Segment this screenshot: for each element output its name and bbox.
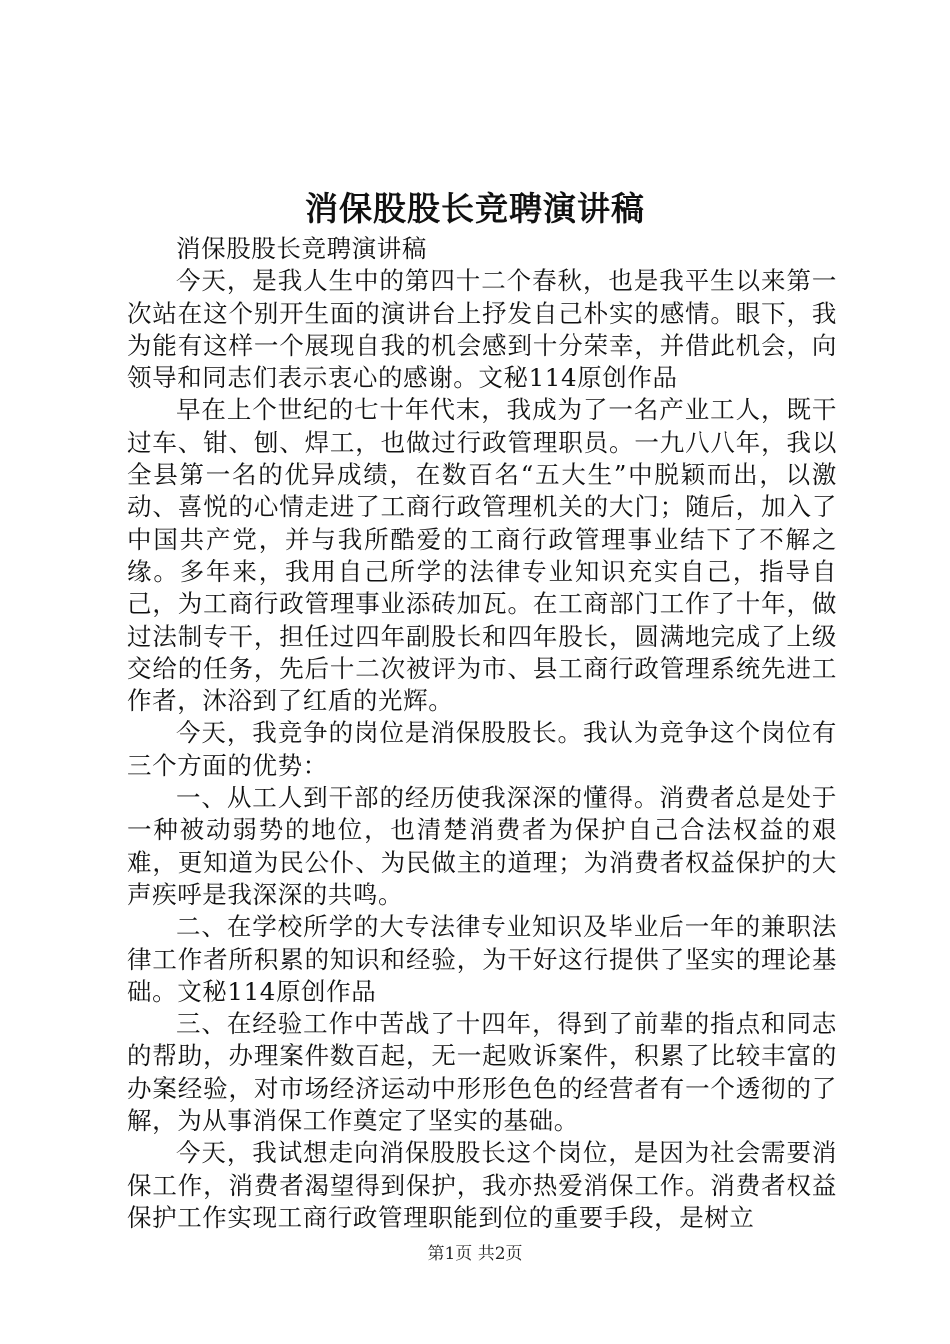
paragraph: 早在上个世纪的七十年代末，我成为了一名产业工人，既干过车、钳、刨、焊工，也做过行政管理职员。一九八八年，我以全县第一名的优异成绩，在数百名“五大生”中脱颖而出，以激动、喜悦的心情走进了工商行政管理机关的大门；随后，加入了中国共产党，并与我所酷爱的工商行政管理事业结下了不解之缘。多年来，我用自己所学的法律专业知识充实自己，指导自己，为工商行政管理事业添砖加瓦。在工商部门工作了十年，做过法制专干，担任过四年副股长和四年股长，圆满地完成了上级交给的任务，先后十二次被评为市、县工商行政管理系统先进工作者，沐浴到了红盾的光辉。 bbox=[127, 395, 837, 716]
paragraph: 今天，是我人生中的第四十二个春秋，也是我平生以来第一次站在这个别开生面的演讲台上抒发自己朴实的感情。眼下，我为能有这样一个展现自我的机会感到十分荣幸，并借此机会，向领导和同志们表示衷心的感谢。文秘114原创作品 bbox=[127, 266, 837, 393]
document-title: 消保股股长竞聘演讲稿 bbox=[305, 189, 645, 228]
paragraph: 一、从工人到干部的经历使我深深的懂得。消费者总是处于一种被动弱势的地位，也清楚消费者为保护自己合法权益的艰难，更知道为民公仆、为民做主的道理；为消费者权益保护的大声疾呼是我深深的共鸣。 bbox=[127, 783, 837, 909]
page-footer: 第1页 共2页 bbox=[427, 1244, 523, 1264]
paragraph-subtitle: 消保股股长竞聘演讲稿 bbox=[176, 234, 427, 263]
paragraph: 三、在经验工作中苦战了十四年，得到了前辈的指点和同志的帮助，办理案件数百起，无一起败诉案件，积累了比较丰富的办案经验，对市场经济运动中形形色色的经营者有一个透彻的了解，为从事消保工作奠定了坚实的基础。 bbox=[127, 1009, 837, 1136]
paragraph: 今天，我试想走向消保股股长这个岗位，是因为社会需要消保工作，消费者渴望得到保护，我亦热爱消保工作。消费者权益保护工作实现工商行政管理职能到位的重要手段，是树立 bbox=[127, 1138, 837, 1232]
paragraph: 今天，我竞争的岗位是消保股股长。我认为竞争这个岗位有三个方面的优势： bbox=[127, 718, 837, 780]
document-body bbox=[127, 233, 837, 1234]
paragraph: 二、在学校所学的大专法律专业知识及毕业后一年的兼职法律工作者所积累的知识和经验，为干好这行提供了坚实的理论基础。文秘114原创作品 bbox=[127, 912, 837, 1006]
